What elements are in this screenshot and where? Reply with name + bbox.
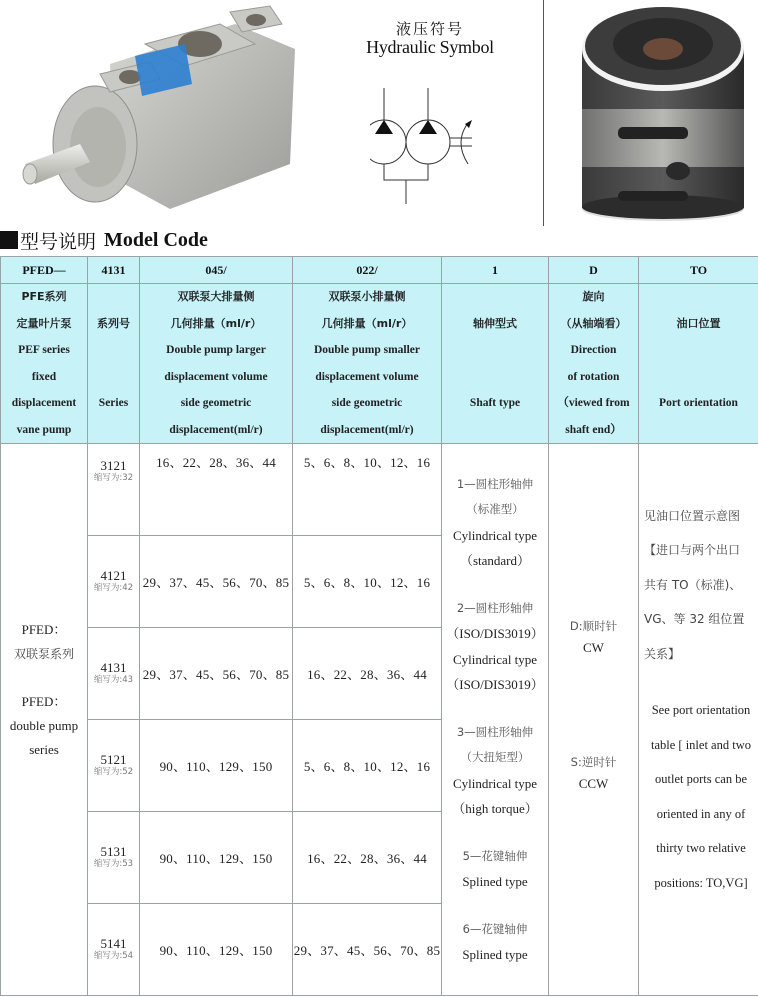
- port-text-cn: 关系】: [644, 646, 681, 661]
- symbol-title-en: Hydraulic Symbol: [366, 37, 494, 57]
- shaft-option-text: Splined type: [462, 947, 528, 962]
- desc-text: Series: [98, 397, 129, 409]
- desc-text: 系列号: [97, 316, 130, 330]
- port-text-cn: 共有 TO（标准)、: [644, 577, 742, 592]
- double-pump-symbol-icon: [370, 68, 500, 208]
- code-shaft: 1: [442, 257, 549, 284]
- shaft-option-text: 5—花键轴伸: [462, 848, 528, 863]
- desc-rotation: [549, 284, 639, 444]
- code-family: PFED—: [1, 257, 88, 284]
- port-text-cn: VG、等 32 组位置: [644, 612, 745, 627]
- shaft-option-text: Cylindrical type: [452, 527, 538, 543]
- code-rotation: D: [549, 257, 639, 284]
- section-heading: [0, 226, 208, 254]
- desc-text: displacement volume: [164, 370, 268, 383]
- desc-text: displacement(ml/r): [320, 423, 414, 436]
- code-small-displacement: 022/: [293, 257, 442, 284]
- desc-port: [639, 284, 758, 444]
- large-displacement-cell: 29、37、45、56、70、85: [140, 536, 293, 628]
- rotation-ccw-text: CCW: [578, 775, 609, 791]
- desc-text: 旋向: [582, 290, 605, 303]
- series-abbreviation: 缩写为:32: [93, 473, 134, 483]
- desc-text: Port orientation: [659, 397, 738, 409]
- shaft-option-text: （大扭矩型）: [460, 750, 530, 764]
- small-displacement-cell: 5、6、8、10、12、16: [293, 536, 442, 628]
- series-abbreviation: 缩写为:52: [93, 767, 134, 777]
- rotation-ccw-text: S:逆时针: [570, 754, 617, 769]
- shaft-option-text: （high torque）: [452, 801, 538, 816]
- symbol-title-cn: 液压符号: [395, 22, 464, 38]
- port-text-en: outlet ports can be: [655, 772, 747, 787]
- desc-small-displacement: [293, 284, 442, 444]
- rotation-cw-text: D:顺时针: [569, 618, 618, 633]
- series-cell: [88, 536, 140, 628]
- displacement-values: 5、6、8、10、12、16: [303, 454, 431, 470]
- code-series: 4131: [88, 257, 140, 284]
- desc-text: Double pump smaller: [313, 344, 421, 356]
- series-number: 3121: [100, 458, 127, 473]
- small-displacement-cell: 29、37、45、56、70、85: [293, 904, 442, 996]
- port-text-en: oriented in any of: [656, 806, 746, 821]
- desc-shaft: [442, 284, 549, 444]
- shaft-option-text: （standard）: [459, 553, 531, 568]
- port-text-en: thirty two relative: [656, 841, 746, 856]
- shaft-option-text: 6—花键轴伸: [462, 921, 528, 936]
- port-text-en: positions: TO,VG]: [654, 875, 748, 890]
- shaft-option-text: 2—圆柱形轴伸: [456, 600, 534, 615]
- small-displacement-cell: [293, 444, 442, 536]
- small-displacement-cell: 16、22、28、36、44: [293, 812, 442, 904]
- desc-text: displacement(ml/r): [169, 423, 263, 436]
- desc-text: Shaft type: [469, 397, 521, 409]
- desc-text: shaft end）: [565, 423, 622, 436]
- desc-family: [1, 284, 88, 444]
- family-text: double pump: [9, 717, 79, 733]
- code-row: [1, 257, 758, 284]
- model-code-table: [0, 256, 758, 996]
- shaft-option-text: Cylindrical type: [452, 651, 538, 667]
- family-text: PFED：: [21, 621, 67, 637]
- table-row: [1, 444, 758, 536]
- shaft-option-text: （标准型）: [466, 502, 524, 516]
- series-abbreviation: 缩写为:54: [93, 951, 134, 961]
- vertical-divider: [543, 0, 544, 226]
- desc-text: side geometric: [180, 397, 252, 409]
- port-text-cn: 见油口位置示意图: [644, 508, 741, 523]
- shaft-option-text: 1—圆柱形轴伸: [456, 476, 534, 491]
- port-orientation-cell: [639, 444, 758, 996]
- large-displacement-cell: 90、110、129、150: [140, 904, 293, 996]
- code-port: TO: [639, 257, 758, 284]
- family-text: series: [29, 741, 59, 757]
- rotation-cell: [549, 444, 639, 996]
- desc-text: vane pump: [16, 423, 72, 436]
- series-abbreviation: 缩写为:53: [93, 859, 134, 869]
- desc-text: 双联泵小排量侧: [328, 290, 406, 303]
- family-text: PFED：: [21, 693, 67, 709]
- code-large-displacement: 045/: [140, 257, 293, 284]
- series-number: 4131: [100, 660, 127, 675]
- section-title-cn: 型号说明: [20, 230, 97, 253]
- desc-text: side geometric: [331, 397, 403, 409]
- port-text-en: See port orientation: [651, 703, 751, 718]
- desc-large-displacement: [140, 284, 293, 444]
- desc-text: Double pump larger: [166, 344, 266, 356]
- desc-text: 定量叶片泵: [16, 316, 72, 330]
- square-bullet-icon: [0, 231, 18, 249]
- pump-cartridge-image: [578, 4, 748, 224]
- desc-text: （viewed from: [557, 397, 630, 409]
- section-title-en: Model Code: [104, 228, 208, 251]
- series-number: 5121: [100, 752, 127, 767]
- series-number: 5141: [100, 936, 127, 951]
- desc-text: 几何排量（ml/r）: [321, 316, 413, 330]
- shaft-type-cell: [442, 444, 549, 996]
- series-number: 4121: [100, 568, 127, 583]
- small-displacement-cell: 16、22、28、36、44: [293, 628, 442, 720]
- desc-text: displacement: [11, 397, 77, 409]
- port-text-en: table [ inlet and two: [651, 737, 751, 752]
- series-cell: [88, 628, 140, 720]
- desc-text: of rotation: [567, 370, 620, 383]
- series-cell: [88, 812, 140, 904]
- large-displacement-cell: [140, 444, 293, 536]
- shaft-option-text: （ISO/DIS3019）: [446, 626, 544, 641]
- shaft-option-text: （ISO/DIS3019）: [446, 677, 544, 692]
- displacement-values: 16、22、28、36、44: [156, 454, 276, 470]
- desc-text: 轴伸型式: [473, 316, 517, 330]
- shaft-option-text: Splined type: [462, 874, 528, 889]
- family-text: 双联泵系列: [13, 646, 74, 661]
- small-displacement-cell: 5、6、8、10、12、16: [293, 720, 442, 812]
- desc-text: displacement volume: [315, 370, 419, 383]
- hydraulic-symbol: [350, 18, 510, 208]
- series-cell: [88, 444, 140, 536]
- series-number: 5131: [100, 844, 127, 859]
- large-displacement-cell: 90、110、129、150: [140, 812, 293, 904]
- family-cell: [1, 444, 88, 996]
- desc-text: Direction: [570, 344, 617, 356]
- desc-text: fixed: [31, 370, 57, 383]
- desc-text: PFE系列: [21, 290, 67, 303]
- series-cell: [88, 720, 140, 812]
- large-displacement-cell: 90、110、129、150: [140, 720, 293, 812]
- port-text-cn: 【进口与两个出口: [644, 543, 741, 558]
- desc-text: PEF series: [18, 344, 70, 356]
- desc-text: （从轴端看）: [560, 316, 627, 330]
- series-abbreviation: 缩写为:42: [93, 583, 134, 593]
- desc-text: 几何排量（ml/r）: [170, 316, 262, 330]
- series-cell: [88, 904, 140, 996]
- shaft-option-text: 3—圆柱形轴伸: [456, 724, 534, 739]
- header-figures: [0, 0, 758, 226]
- rotation-cw-text: CW: [583, 639, 604, 655]
- description-row: [1, 284, 758, 444]
- desc-text: 双联泵大排量侧: [177, 290, 255, 303]
- shaft-option-text: Cylindrical type: [452, 775, 538, 791]
- vane-pump-image: [20, 4, 320, 209]
- series-abbreviation: 缩写为:43: [93, 675, 134, 685]
- desc-series: [88, 284, 140, 444]
- large-displacement-cell: 29、37、45、56、70、85: [140, 628, 293, 720]
- desc-text: 油口位置: [676, 316, 721, 330]
